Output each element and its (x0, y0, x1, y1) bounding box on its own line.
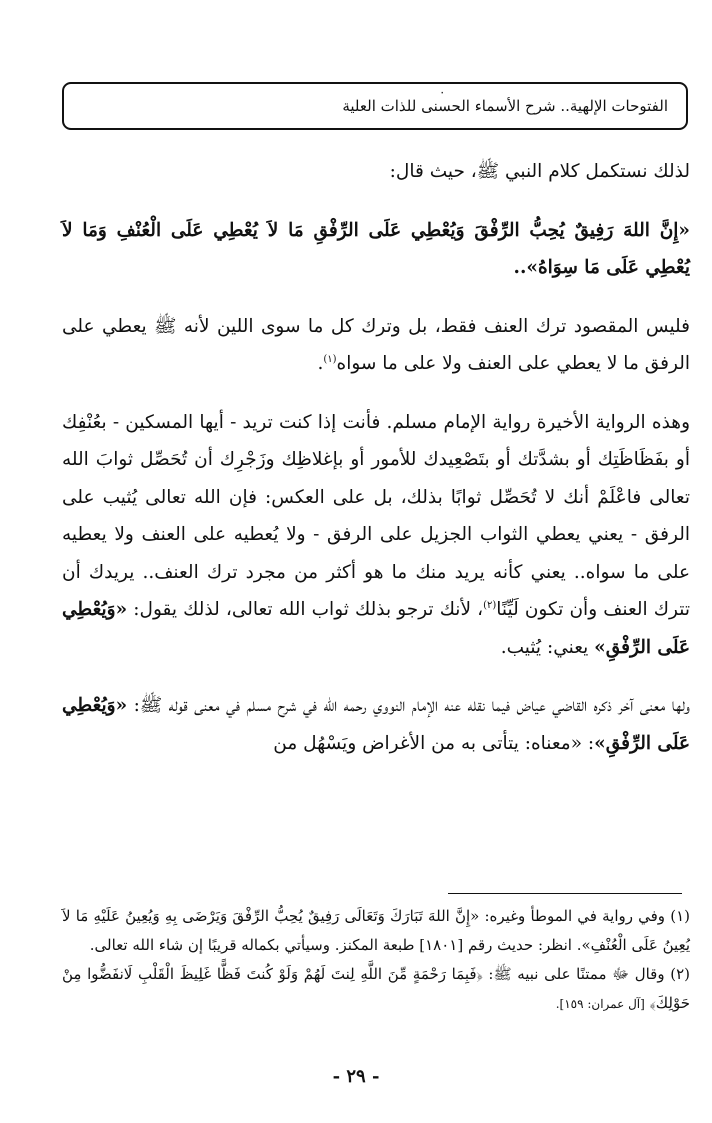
header-dot: ٠ (439, 85, 446, 99)
narration-text-b: ، لأنك ترجو بذلك ثواب الله تعالى، لذلك يقول: (133, 599, 484, 620)
narration-text-a: وهذه الرواية الأخيرة رواية الإمام مسلم. فأنت إذا كنت تريد - أيها المسكين - بعُنْفِك أو بفَظَاظَتِك أو بشدَّتك أو بتَصْعِيدك للأمور أو بإغلاظِك وزَجْرِك أن تُحَصِّل ثوابَ الله تعالى فاعْلَمْ أنك لا تُحَصِّل ثوابًا بذلك، بل على العكس: فإن الله تعالى يُثيب على الرفق - يعني يعطي الثواب الجزيل على الرفق - ولا يُعطيه على العنف ولا يعطيه على ما سواه.. يعني كأنه يريد منك ما هو أكثر من مجرد ترك العنف.. يريدك أن تترك العنف وأن تكون لَيِّنًا (62, 411, 690, 620)
running-header (62, 82, 688, 130)
paragraph-qadi-iyad (62, 687, 690, 762)
qadi-text-b: : «معناه: يتأتى به من الأغراض ويَسْهُل من (273, 732, 595, 754)
footnote-ref-1[interactable]: (١) (323, 353, 337, 365)
footnote-divider (448, 893, 682, 894)
hadith-quote: «إِنَّ اللهَ رَفِيقٌ يُحِبُّ الرِّفْقَ وَيُعْطِي عَلَى الرِّفْقِ مَا لاَ يُعْطِي عَلَى الْعُنْفِ وَمَا لاَ يُعْطِي عَلَى مَا سِوَاهُ».. (62, 219, 690, 278)
main-text (62, 153, 690, 783)
footnote-2-text: (٢) وقال ﷻ ممتنًا على نبيه ﷺ: ﴿فَبِمَا رَحْمَةٍ مِّنَ اللَّهِ لِنتَ لَهُمْ وَلَوْ كُنتَ فَظًّا غَلِيظَ الْقَلْبِ لَانفَضُّوا مِنْ حَوْلِكَ﴾ (62, 965, 690, 1012)
paragraph-explanation-text: فليس المقصود ترك العنف فقط، بل وترك كل ما سوى اللين لأنه ﷺ يعطي على الرفق ما لا يعطي على العنف ولا على ما سواه (62, 315, 690, 374)
header-title: الفتوحات الإلهية.. شرح الأسماء الحسنى للذات العلية (342, 97, 668, 115)
footnote-1: (١) وفي رواية في الموطأ وغيره: «إِنَّ اللهَ تَبَارَكَ وَتَعَالَى رَفِيقٌ يُحِبُّ الرِّفْقَ وَيَرْضَى بِهِ وَيُعِينُ عَلَيْهِ مَا لاَ يُعِينُ عَلَى الْعُنْفِ». انظر: حديث رقم [١٨٠١] طبعة المكنز. وسيأتي بكماله قريبًا إن شاء الله تعالى. (62, 907, 690, 954)
paragraph-explanation (62, 308, 690, 383)
footnote-2-citation: [آل عمران: ١٥٩]. (555, 997, 645, 1011)
footnote-ref-2[interactable]: (٢) (483, 599, 497, 611)
page-number: - ٢٩ - (332, 1066, 380, 1087)
footnote-2 (62, 960, 690, 1019)
paragraph-explanation-end: . (317, 353, 324, 374)
narration-text-c: يعني: يُثيب. (500, 636, 595, 658)
qadi-quote: «وَيُعْطِي عَلَى الرِّفْقِ» (62, 695, 690, 754)
footnotes (62, 902, 690, 1019)
paragraph-intro: لذلك نستكمل كلام النبي ﷺ، حيث قال: (389, 161, 690, 182)
narration-quote: «وَيُعْطِي عَلَى الرِّفْقِ» (62, 599, 690, 658)
paragraph-muslim-narration (62, 404, 690, 667)
qadi-text-a: ولها معنى آخر ذكره القاضي عياض فيما نقله عنه الإمام النووي رحمه الله في شرح مسلم في معنى قوله ﷺ: (133, 695, 690, 716)
